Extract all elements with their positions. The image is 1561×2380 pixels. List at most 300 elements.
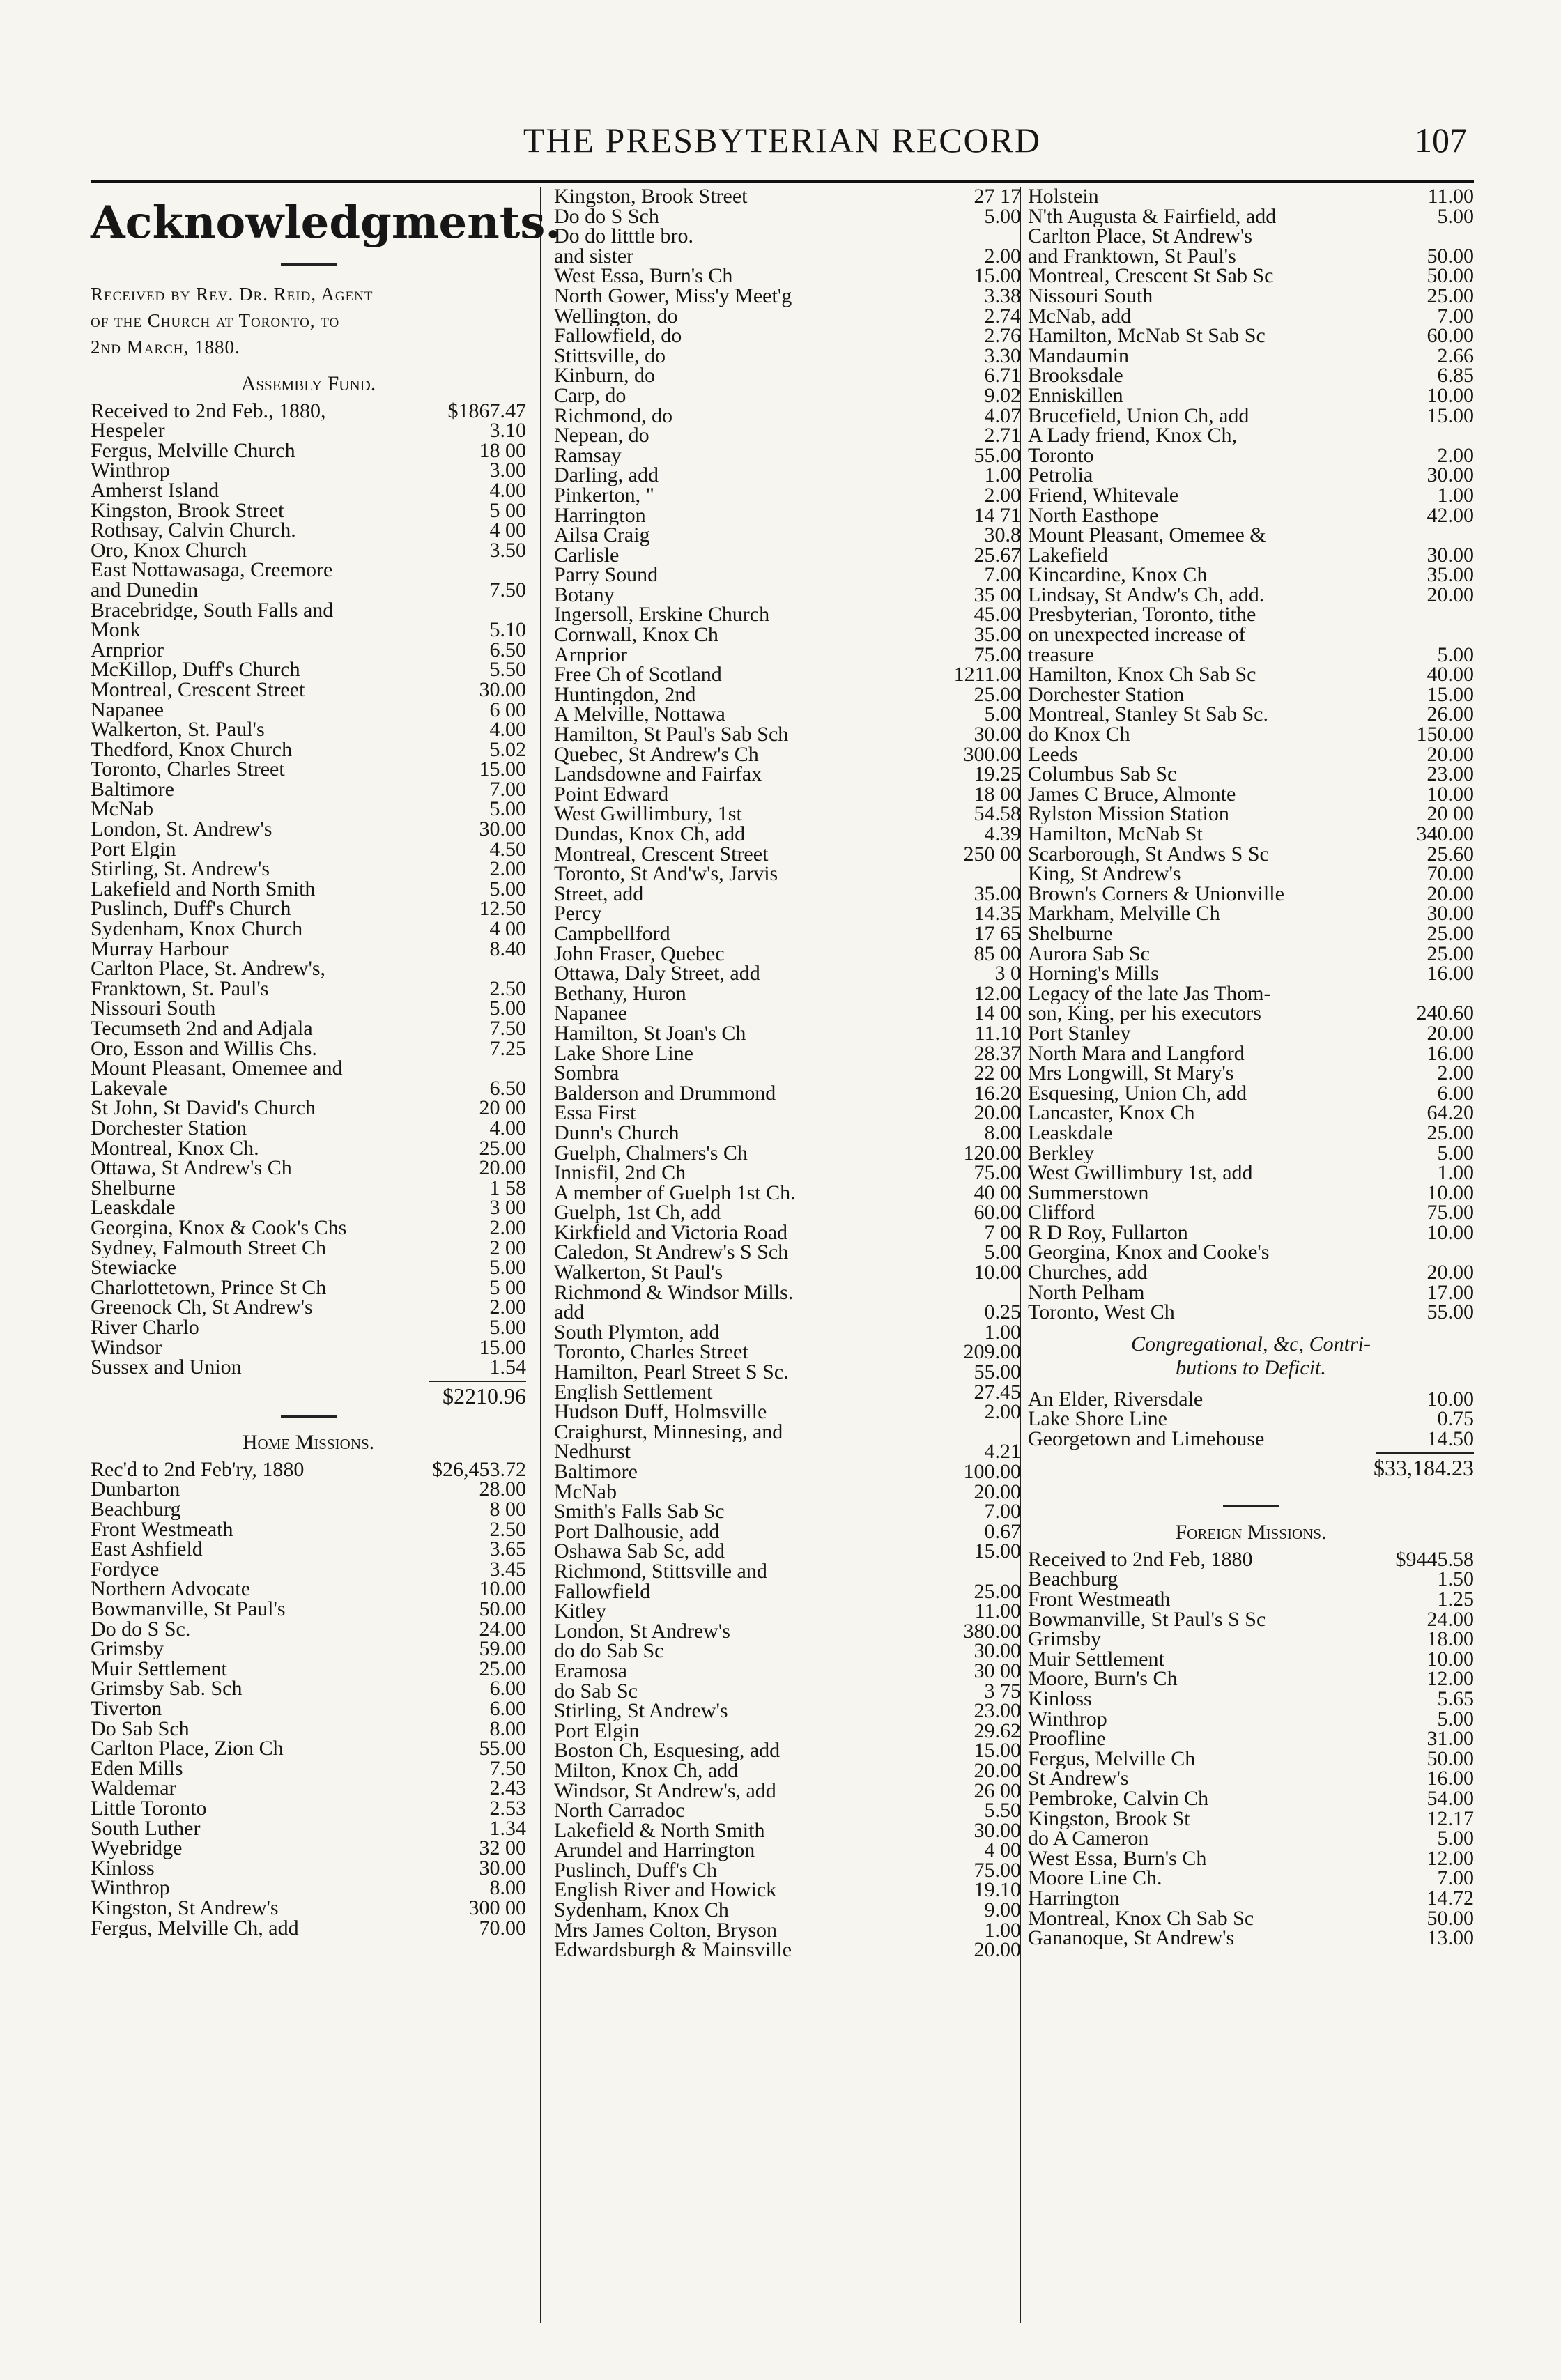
entry-name: Percy bbox=[554, 904, 602, 924]
entry-row bbox=[91, 1796, 526, 1820]
entry-row bbox=[1028, 565, 1474, 585]
entry-name: Winthrop bbox=[1028, 1709, 1107, 1730]
entry-name: Grimsby bbox=[1028, 1629, 1101, 1650]
entry-name: add bbox=[554, 1303, 585, 1323]
entry-row bbox=[1028, 1707, 1474, 1730]
entry-amount: 10.00 bbox=[479, 1577, 526, 1601]
entry-amount: 28.00 bbox=[479, 1477, 526, 1501]
entry-name: Walkerton, St Paul's bbox=[554, 1263, 723, 1283]
entry-row bbox=[554, 742, 1021, 766]
entry-name: Beachburg bbox=[1028, 1569, 1118, 1590]
entry-amount: 18.00 bbox=[1427, 1627, 1474, 1651]
entry-row bbox=[554, 286, 1021, 307]
entry-row bbox=[91, 1816, 526, 1840]
entry-name: Montreal, Crescent St Sab Sc bbox=[1028, 266, 1274, 286]
entry-amount: 1.54 bbox=[489, 1356, 526, 1379]
entry-name: Mrs Longwill, St Mary's bbox=[1028, 1064, 1234, 1084]
entry-name: Bethany, Huron bbox=[554, 983, 686, 1004]
entry-row bbox=[554, 1661, 1021, 1682]
entry-amount bbox=[1468, 525, 1474, 546]
entry-row bbox=[1028, 443, 1474, 467]
entry-name: Muir Settlement bbox=[1028, 1649, 1164, 1670]
entry-name: Beachburg bbox=[91, 1500, 181, 1520]
entry-amount: 18 00 bbox=[479, 438, 526, 462]
entry-amount: 25.00 bbox=[479, 1136, 526, 1160]
entry-amount: 2.00 bbox=[489, 1296, 526, 1319]
page-number: 107 bbox=[1415, 121, 1467, 160]
entry-row bbox=[1028, 1220, 1474, 1244]
entry-row bbox=[1028, 1647, 1474, 1671]
entry-row bbox=[1028, 1769, 1474, 1789]
entry-name: Huntingdon, 2nd bbox=[554, 684, 696, 705]
entry-row bbox=[1028, 585, 1474, 606]
entry-name: Do Sab Sch bbox=[91, 1719, 190, 1740]
entry-name: Berkley bbox=[1028, 1143, 1094, 1164]
entry-name: Toronto, Charles Street bbox=[91, 760, 285, 780]
entry-name: Lakefield & North Smith bbox=[554, 1820, 765, 1841]
entry-row bbox=[91, 959, 526, 979]
entry-name: A Lady friend, Knox Ch, bbox=[1028, 426, 1237, 446]
entry-amount: 2.00 bbox=[984, 483, 1021, 507]
entry-amount: 25.00 bbox=[974, 682, 1021, 706]
entry-name: North Carradoc bbox=[554, 1801, 685, 1821]
entry-amount: 54.00 bbox=[1427, 1786, 1474, 1810]
entry-name: Presbyterian, Toronto, tithe bbox=[1028, 605, 1256, 626]
entry-row bbox=[91, 1059, 526, 1079]
entry-name: Richmond, do bbox=[554, 406, 672, 427]
entry-row bbox=[554, 1679, 1021, 1703]
entry-row bbox=[1028, 625, 1474, 645]
entry-amount: 14.72 bbox=[1427, 1886, 1474, 1910]
entry-name: Mrs James Colton, Bryson bbox=[554, 1920, 778, 1941]
entry-row bbox=[91, 1258, 526, 1278]
entry-row bbox=[554, 981, 1021, 1005]
entry-row bbox=[1028, 1689, 1474, 1710]
entry-name: Northern Advocate bbox=[91, 1579, 251, 1600]
entry-name: Hamilton, St Joan's Ch bbox=[554, 1023, 746, 1044]
entry-amount: 2.74 bbox=[984, 304, 1021, 328]
entry-row bbox=[91, 1756, 526, 1780]
entry-name: A member of Guelph 1st Ch. bbox=[554, 1183, 796, 1204]
entry-row bbox=[1028, 824, 1474, 845]
entry-row bbox=[1028, 1906, 1474, 1930]
entry-amount: 16.00 bbox=[1427, 1767, 1474, 1790]
entry-row bbox=[1028, 605, 1474, 625]
entry-name: Georgetown and Limehouse bbox=[1028, 1429, 1265, 1450]
entry-amount: 10.00 bbox=[974, 1261, 1021, 1284]
entry-row bbox=[554, 1220, 1021, 1244]
entry-row bbox=[91, 1076, 526, 1100]
entry-row bbox=[1028, 1243, 1474, 1263]
entry-name: Parry Sound bbox=[554, 565, 659, 585]
entry-row bbox=[91, 899, 526, 919]
entry-amount: 7.25 bbox=[489, 1036, 526, 1060]
entry-name: West Gwillimbury, 1st bbox=[554, 804, 742, 824]
entry-name: Kinloss bbox=[1028, 1689, 1092, 1710]
entry-name: English Settlement bbox=[554, 1382, 713, 1403]
entry-name: Hamilton, St Paul's Sab Sch bbox=[554, 725, 789, 745]
entry-name: James C Bruce, Almonte bbox=[1028, 784, 1236, 805]
entry-row bbox=[554, 804, 1021, 824]
entry-row bbox=[554, 1502, 1021, 1522]
home-missions-title: Home Missions. bbox=[242, 1431, 375, 1454]
entry-name: Kingston, Brook Street bbox=[554, 187, 748, 207]
entry-amount: 32 00 bbox=[479, 1836, 526, 1860]
entry-amount bbox=[1015, 1562, 1021, 1582]
entry-name: West Essa, Burn's Ch bbox=[1028, 1848, 1207, 1869]
entry-amount: 70.00 bbox=[479, 1916, 526, 1940]
entry-name: Smith's Falls Sab Sc bbox=[554, 1502, 725, 1522]
entry-name: Mount Pleasant, Omemee & bbox=[1028, 525, 1266, 546]
entry-row bbox=[1028, 1280, 1474, 1304]
entry-name: East Ashfield bbox=[91, 1540, 203, 1560]
entry-row bbox=[554, 1081, 1021, 1105]
entry-row bbox=[554, 1141, 1021, 1165]
entry-row bbox=[554, 1283, 1021, 1303]
entry-row bbox=[1028, 725, 1474, 745]
entry-amount: 4 00 bbox=[984, 1838, 1021, 1862]
entry-name: Carlton Place, St. Andrew's, bbox=[91, 959, 326, 979]
entry-name: Montreal, Stanley St Sab Sc. bbox=[1028, 705, 1268, 725]
entry-row bbox=[1028, 682, 1474, 706]
entry-row bbox=[1028, 1203, 1474, 1223]
entry-amount: 25.00 bbox=[479, 1657, 526, 1680]
entry-row bbox=[554, 483, 1021, 507]
entry-name: Stirling, St. Andrew's bbox=[91, 859, 270, 880]
entry-amount: 5.00 bbox=[1437, 1827, 1474, 1850]
entry-amount: 29.62 bbox=[974, 1719, 1021, 1742]
entry-row bbox=[554, 426, 1021, 446]
entry-row bbox=[91, 660, 526, 680]
entry-name: McKillop, Duff's Church bbox=[91, 660, 300, 680]
entry-row bbox=[554, 645, 1021, 666]
entry-amount: 75.00 bbox=[1427, 1201, 1474, 1224]
entry-row bbox=[91, 1238, 526, 1259]
entry-row bbox=[1028, 463, 1474, 487]
entry-amount: 8.00 bbox=[489, 1876, 526, 1900]
entry-amount: 20.00 bbox=[1427, 583, 1474, 606]
entry-name: treasure bbox=[1028, 645, 1094, 666]
entry-name: Fallowfield bbox=[554, 1581, 651, 1602]
entry-amount: 30.00 bbox=[974, 1639, 1021, 1663]
entry-name: Kingston, St Andrew's bbox=[91, 1898, 279, 1919]
entry-amount: 3.45 bbox=[489, 1557, 526, 1581]
entry-row bbox=[554, 1041, 1021, 1065]
entry-row bbox=[554, 1021, 1021, 1045]
entry-name: Windsor, St Andrew's, add bbox=[554, 1781, 776, 1802]
entry-row bbox=[554, 366, 1021, 386]
entry-name: Street, add bbox=[554, 884, 644, 905]
entry-amount: $9445.58 bbox=[1395, 1547, 1474, 1571]
entry-amount: 27.45 bbox=[974, 1380, 1021, 1404]
entry-amount: 10.00 bbox=[1427, 1647, 1474, 1671]
entry-row bbox=[91, 1500, 526, 1520]
entry-amount: 1.00 bbox=[984, 1320, 1021, 1344]
entry-amount: 45.00 bbox=[974, 603, 1021, 627]
entry-name: John Fraser, Quebec bbox=[554, 944, 725, 965]
entry-amount: 10.00 bbox=[1427, 1181, 1474, 1204]
entry-amount: 16.00 bbox=[1427, 1041, 1474, 1065]
entry-amount: 11.10 bbox=[974, 1021, 1021, 1045]
entry-name: Pinkerton, " bbox=[554, 485, 654, 506]
entry-amount: 75.00 bbox=[974, 1858, 1021, 1882]
entry-row bbox=[91, 1537, 526, 1561]
entry-row bbox=[91, 401, 526, 422]
entry-amount: 17.00 bbox=[1427, 1280, 1474, 1304]
entry-name: Little Toronto bbox=[91, 1798, 207, 1819]
entry-amount: 16.00 bbox=[1427, 962, 1474, 985]
entry-name: Leaskdale bbox=[91, 1198, 176, 1218]
entry-row bbox=[1028, 426, 1474, 446]
entry-row bbox=[91, 1579, 526, 1599]
header-rule bbox=[91, 180, 1474, 183]
entry-amount: 3.50 bbox=[489, 538, 526, 562]
entry-amount: 5.00 bbox=[984, 1241, 1021, 1264]
entry-amount: 8.00 bbox=[489, 1717, 526, 1740]
entry-amount: 25.00 bbox=[1427, 921, 1474, 945]
entry-row bbox=[554, 383, 1021, 407]
entry-amount: 5.00 bbox=[1437, 1707, 1474, 1730]
entry-row bbox=[554, 1542, 1021, 1562]
entry-name: London, St Andrew's bbox=[554, 1621, 730, 1642]
entry-amount: 40 00 bbox=[974, 1181, 1021, 1204]
entry-amount: 1 58 bbox=[489, 1176, 526, 1199]
entry-name: Oro, Knox Church bbox=[91, 540, 247, 561]
total-rule bbox=[1376, 1452, 1474, 1454]
entry-name: Stewiacke bbox=[91, 1258, 177, 1278]
entry-row bbox=[91, 1719, 526, 1740]
entry-name: Front Westmeath bbox=[1028, 1590, 1171, 1610]
entry-row bbox=[1028, 483, 1474, 507]
entry-name: Lakevale bbox=[91, 1078, 167, 1099]
entry-amount: 5.10 bbox=[489, 618, 526, 642]
entry-row bbox=[554, 1781, 1021, 1802]
entry-amount: $26,453.72 bbox=[432, 1457, 526, 1481]
entry-name: Fergus, Melville Ch bbox=[1028, 1749, 1196, 1769]
entry-amount: 20 00 bbox=[1427, 802, 1474, 826]
entry-row bbox=[91, 538, 526, 562]
entry-row bbox=[1028, 1300, 1474, 1324]
entry-name: Eden Mills bbox=[91, 1758, 183, 1779]
entry-amount bbox=[1468, 426, 1474, 446]
entry-name: Hamilton, McNab St Sab Sc bbox=[1028, 326, 1266, 346]
entry-row bbox=[91, 737, 526, 761]
home-missions-list bbox=[91, 1457, 526, 1940]
entry-amount: 300 00 bbox=[468, 1896, 526, 1919]
entry-name: Toronto bbox=[1028, 445, 1094, 466]
entry-amount: 6.50 bbox=[489, 638, 526, 661]
entry-amount: 2.76 bbox=[984, 324, 1021, 348]
entry-amount: 4.07 bbox=[984, 404, 1021, 427]
entry-row bbox=[91, 1739, 526, 1759]
entry-amount: 1.00 bbox=[1437, 1161, 1474, 1185]
entry-name: Point Edward bbox=[554, 784, 669, 805]
entry-row bbox=[91, 1215, 526, 1239]
entry-name: Toronto, St And'w's, Jarvis bbox=[554, 864, 778, 884]
entry-name: Winthrop bbox=[91, 1878, 170, 1898]
entry-row bbox=[554, 463, 1021, 487]
entry-amount: 14 71 bbox=[974, 503, 1021, 527]
entry-name: Nepean, do bbox=[554, 426, 649, 446]
entry-name: Charlottetown, Prince St Ch bbox=[91, 1277, 327, 1298]
entry-row bbox=[91, 1176, 526, 1199]
entry-amount: 0.25 bbox=[984, 1300, 1021, 1324]
entry-name: Horning's Mills bbox=[1028, 964, 1159, 984]
entry-row bbox=[554, 605, 1021, 625]
entry-row bbox=[91, 498, 526, 522]
entry-name: North Mara and Langford bbox=[1028, 1043, 1245, 1064]
entry-name: Caledon, St Andrew's S Sch bbox=[554, 1243, 789, 1264]
entry-amount: 12.00 bbox=[1427, 1667, 1474, 1691]
entry-name: Lancaster, Knox Ch bbox=[1028, 1103, 1195, 1123]
section-rule bbox=[281, 1415, 337, 1418]
entry-row bbox=[1028, 782, 1474, 806]
entry-row bbox=[91, 1335, 526, 1359]
entry-amount: 20.00 bbox=[974, 1480, 1021, 1503]
entry-amount: 50.00 bbox=[1427, 1746, 1474, 1770]
deficit-contributions-list bbox=[1028, 1387, 1474, 1451]
entry-name: R D Roy, Fullarton bbox=[1028, 1222, 1188, 1243]
entry-amount: 7.00 bbox=[984, 1500, 1021, 1523]
entry-row bbox=[1028, 1001, 1474, 1025]
entry-name: Markham, Melville Ch bbox=[1028, 904, 1220, 924]
entry-name: Innisfil, 2nd Ch bbox=[554, 1163, 686, 1183]
entry-amount bbox=[521, 1059, 526, 1079]
entry-amount: 25.00 bbox=[1427, 284, 1474, 307]
entry-amount: 20.00 bbox=[974, 1101, 1021, 1125]
entry-amount: 0.75 bbox=[1437, 1407, 1474, 1431]
entry-name: Stittsville, do bbox=[554, 346, 666, 367]
entry-amount: 380.00 bbox=[963, 1619, 1021, 1643]
entry-row bbox=[1028, 1786, 1474, 1810]
entry-name: McNab bbox=[91, 799, 153, 820]
entry-row bbox=[91, 1517, 526, 1541]
entry-amount: 50.00 bbox=[1427, 264, 1474, 288]
entry-amount: 30.00 bbox=[1427, 463, 1474, 487]
entry-name: Harrington bbox=[554, 505, 646, 526]
entry-row bbox=[554, 204, 1021, 228]
entry-row bbox=[91, 1158, 526, 1179]
entry-row bbox=[91, 461, 526, 481]
entry-amount: 6.71 bbox=[984, 364, 1021, 387]
entry-name: Scarborough, St Andws S Sc bbox=[1028, 844, 1269, 865]
entry-amount: 12.17 bbox=[1427, 1806, 1474, 1830]
entry-amount: 5.00 bbox=[489, 1256, 526, 1280]
entry-amount: 70.00 bbox=[1427, 862, 1474, 886]
entry-amount: 55.00 bbox=[479, 1737, 526, 1760]
entry-name: Sydenham, Knox Church bbox=[91, 919, 303, 939]
entry-name: Rothsay, Calvin Church. bbox=[91, 521, 296, 541]
entry-row bbox=[91, 1856, 526, 1880]
entry-name: Landsdowne and Fairfax bbox=[554, 765, 762, 785]
assembly-fund-list bbox=[91, 401, 526, 1378]
entry-name: Moore, Burn's Ch bbox=[1028, 1669, 1178, 1689]
entry-name: Cornwall, Knox Ch bbox=[554, 625, 718, 645]
entry-row bbox=[554, 346, 1021, 367]
entry-amount: 5.00 bbox=[1437, 1141, 1474, 1165]
entry-row bbox=[1028, 326, 1474, 346]
entry-amount: 20.00 bbox=[1427, 742, 1474, 766]
entry-name: North Gower, Miss'y Meet'g bbox=[554, 286, 792, 307]
entry-name: Petrolia bbox=[1028, 466, 1093, 486]
total-rule bbox=[429, 1381, 526, 1382]
entry-row bbox=[1028, 503, 1474, 527]
entry-amount: 55.00 bbox=[974, 1360, 1021, 1384]
entry-name: Baltimore bbox=[554, 1462, 638, 1482]
entry-amount: 5.50 bbox=[984, 1799, 1021, 1822]
entry-name: Monk bbox=[91, 620, 141, 640]
entry-name: Stirling, St Andrew's bbox=[554, 1701, 728, 1721]
entry-row bbox=[91, 1036, 526, 1060]
entry-name: Hamilton, Knox Ch Sab Sc bbox=[1028, 665, 1256, 685]
entry-name: Carp, do bbox=[554, 385, 626, 406]
entry-amount: 75.00 bbox=[974, 1161, 1021, 1185]
entry-amount: 40.00 bbox=[1427, 663, 1474, 686]
entry-name: Richmond, Stittsville and bbox=[554, 1561, 767, 1582]
entry-row bbox=[554, 443, 1021, 467]
entry-row bbox=[554, 1818, 1021, 1842]
entry-name: Port Stanley bbox=[1028, 1023, 1131, 1044]
entry-name: Received to 2nd Feb., 1880, bbox=[91, 401, 326, 422]
entry-name: Hamilton, McNab St bbox=[1028, 824, 1203, 845]
entry-row bbox=[554, 1462, 1021, 1482]
entry-amount: 6.85 bbox=[1437, 364, 1474, 387]
entry-row bbox=[1028, 1547, 1474, 1571]
entry-name: Rec'd to 2nd Feb'ry, 1880 bbox=[91, 1459, 305, 1480]
entry-amount: 5.00 bbox=[489, 877, 526, 900]
entry-name: McNab bbox=[554, 1482, 617, 1503]
entry-name: Dorchester Station bbox=[91, 1118, 247, 1139]
page-header bbox=[91, 112, 1474, 167]
entry-amount: 2.66 bbox=[1437, 344, 1474, 367]
entry-amount: 7.00 bbox=[1437, 304, 1474, 328]
entry-row bbox=[554, 1519, 1021, 1543]
entry-amount: 20.00 bbox=[1427, 882, 1474, 905]
entry-name: Brooksdale bbox=[1028, 366, 1123, 386]
entry-row bbox=[91, 601, 526, 621]
entry-amount: 4.00 bbox=[489, 718, 526, 742]
entry-row bbox=[1028, 525, 1474, 546]
entry-row bbox=[91, 1315, 526, 1339]
entry-amount: 2 00 bbox=[489, 1236, 526, 1259]
entry-amount: 15.00 bbox=[479, 758, 526, 781]
entry-row bbox=[91, 1878, 526, 1898]
entry-name: London, St. Andrew's bbox=[91, 820, 272, 840]
entry-row bbox=[554, 1482, 1021, 1503]
entry-amount: 2.00 bbox=[489, 1215, 526, 1239]
entry-row bbox=[1028, 286, 1474, 307]
entry-row bbox=[554, 964, 1021, 984]
entry-row bbox=[554, 921, 1021, 945]
entry-amount: 2.00 bbox=[984, 244, 1021, 268]
entry-row bbox=[554, 1619, 1021, 1643]
entry-amount: 10.00 bbox=[1427, 1220, 1474, 1244]
entry-amount: 2.00 bbox=[489, 857, 526, 881]
entry-amount: 50.00 bbox=[1427, 1906, 1474, 1930]
entry-amount: 3 00 bbox=[489, 1196, 526, 1220]
entry-name: Wyebridge bbox=[91, 1838, 183, 1859]
entry-amount: 35.00 bbox=[974, 882, 1021, 905]
entry-row bbox=[554, 1402, 1021, 1422]
entry-amount: 5 00 bbox=[489, 498, 526, 522]
entry-amount: 16.20 bbox=[974, 1081, 1021, 1105]
entry-row bbox=[91, 777, 526, 801]
entry-name: Pembroke, Calvin Ch bbox=[1028, 1788, 1209, 1809]
entry-row bbox=[554, 326, 1021, 346]
entry-amount: 25.00 bbox=[1427, 942, 1474, 965]
entry-amount: 18 00 bbox=[974, 782, 1021, 806]
entry-name: Kirkfield and Victoria Road bbox=[554, 1222, 788, 1243]
